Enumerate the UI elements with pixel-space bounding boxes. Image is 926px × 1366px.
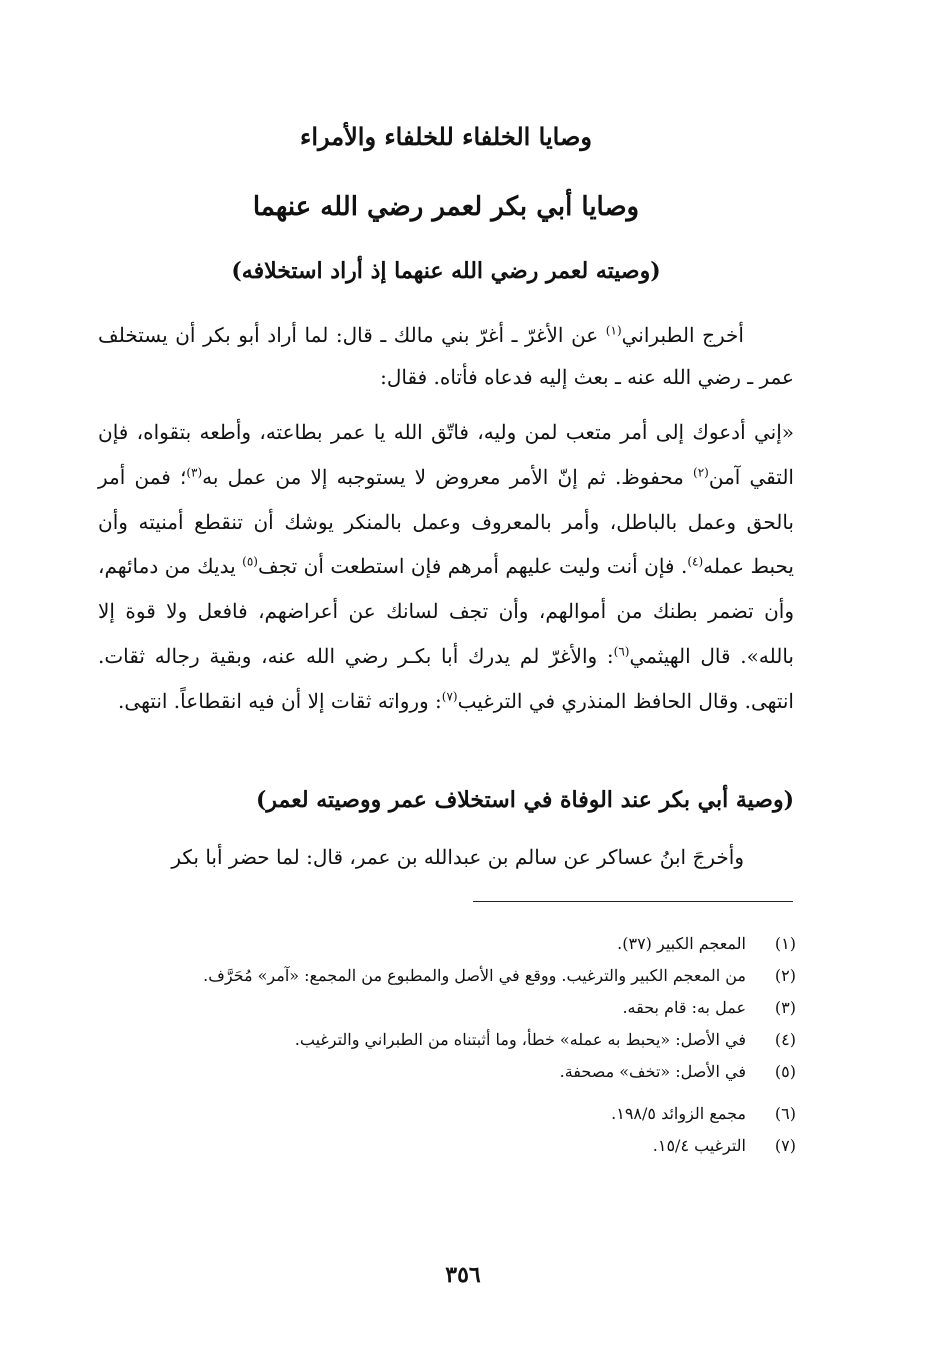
footnote-text: في الأصل: «يحبط به عمله» خطأ، وما أثبتناه من الطبراني والترغيب. — [294, 1030, 746, 1049]
paragraph-2-part-5: يديك من دمائهم، وأن تضمر بطنك من أموالهم، وأن تجف لسانك عن أعراضهم، فافعل ولا قوة إلا بالله». قال الهيثمي — [98, 554, 794, 668]
paragraph-1-text-a: أخرج الطبراني — [621, 323, 744, 347]
footnote-ref-6: (٦) — [613, 644, 630, 659]
footnote-text: مجمع الزوائد ١٩٨/٥. — [611, 1104, 746, 1123]
footnote-number: (٤) — [774, 1030, 796, 1049]
paragraph-1-text-b: عن الأغرّ ـ أغرّ بني مالك ـ قال: لما أراد أبو بكر أن يستخلف عمر ـ رضي الله عنه ـ بعث إليه فدعاه فأتاه. فقال: — [98, 323, 794, 389]
footnote-text: المعجم الكبير (٣٧). — [617, 934, 746, 953]
subsection-title-2: (وصية أبي بكر عند الوفاة في استخلاف عمر ووصيته لعمر) — [255, 787, 794, 813]
footnote-ref-2: (٢) — [693, 465, 709, 480]
footnote-number: (٢) — [774, 966, 796, 985]
footnote-5 — [98, 1057, 796, 1087]
footnote-text: من المعجم الكبير والترغيب. ووقع في الأصل والمطبوع من المجمع: «آمر» مُحَرَّف. — [203, 966, 746, 985]
paragraph-2-part-7: : ورواته ثقات إلا أن فيه انقطاعاً. انتهى. — [118, 688, 442, 713]
chapter-title: وصايا أبي بكر لعمر رضي الله عنهما — [252, 192, 640, 222]
footnotes — [98, 929, 796, 1163]
footnote-number: (٥) — [774, 1062, 796, 1081]
footnote-1 — [98, 929, 796, 959]
footnote-text: الترغيب ١٥/٤. — [652, 1136, 746, 1155]
footnote-ref-1: (١) — [605, 323, 622, 338]
paragraph-1 — [98, 314, 794, 398]
footnote-ref-5: (٥) — [242, 554, 258, 569]
paragraph-2-part-4: . فإن أنت وليت عليهم أمرهم فإن استطعت أن تجف — [257, 554, 688, 579]
footnote-number: (١) — [774, 934, 796, 953]
footnote-number: (٧) — [774, 1136, 796, 1155]
paragraph-2-part-2: محفوظ. ثم إنّ الأمر معروض لا يستوجبه إلا من عمل به — [202, 464, 694, 489]
paragraph-2-part-3: ؛ فمن أمر بالحق وعمل بالباطل، وأمر بالمعروف وعمل بالمنكر يوشك أن تنقطع أمنيته وأن يحبط عمله — [98, 464, 794, 579]
footnote-ref-3: (٣) — [186, 465, 203, 480]
footnote-divider — [473, 901, 793, 902]
subsection-title-1: (وصيته لعمر رضي الله عنهما إذ أراد استخلافه) — [231, 258, 661, 284]
paragraph-2 — [98, 410, 794, 724]
section-title: وصايا الخلفاء للخلفاء والأمراء — [300, 122, 592, 151]
footnote-6 — [98, 1099, 796, 1129]
footnote-text: في الأصل: «تخف» مصحفة. — [559, 1062, 746, 1081]
footnote-ref-4: (٤) — [687, 554, 704, 569]
footnote-2 — [98, 961, 796, 991]
footnote-ref-7: (٧) — [441, 689, 458, 704]
paragraph-3: وأخرجَ ابنُ عساكر عن سالم بن عبدالله بن عمر، قال: لما حضر أبا بكر — [171, 845, 744, 869]
footnote-4 — [98, 1025, 796, 1055]
footnote-text: عمل به: قام بحقه. — [622, 998, 746, 1017]
footnote-number: (٦) — [774, 1104, 796, 1123]
footnote-3 — [98, 993, 796, 1023]
paragraph-2-part-1: «إني أدعوك إلى أمر متعب لمن وليه، فاتّق الله يا عمر بطاعته، وأطعه بتقواه، فإن التقي آمن — [98, 420, 794, 489]
footnote-number: (٣) — [774, 998, 796, 1017]
page-number: ٣٥٦ — [445, 1262, 481, 1288]
paragraph-2-part-6: : والأغرّ لم يدرك أبا بكـر رضي الله عنه، وبقية رجاله ثقات. انتهى. وقال الحافظ المنذري في الترغيب — [98, 643, 794, 713]
footnote-7 — [98, 1131, 796, 1161]
